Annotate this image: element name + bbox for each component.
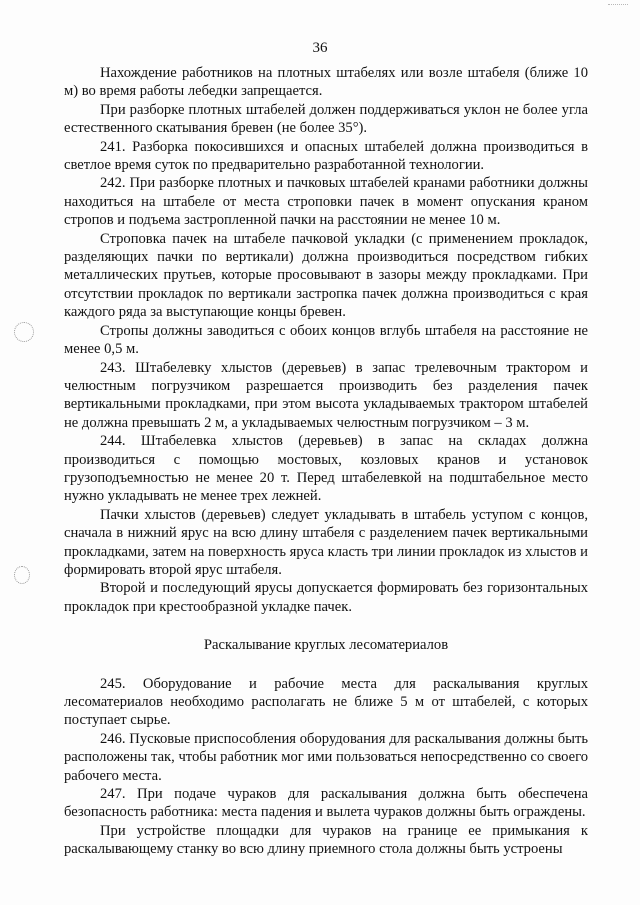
paragraph: 244. Штабелевка хлыстов (деревьев) в запас на складах должна производиться с помощью мостовых, козловых кранов и установок грузоподъемностью не менее 20 т. Перед штабелевкой на подштабельное место нужно укладывать не менее трех лежней. — [64, 433, 588, 505]
paragraph: Нахождение работников на плотных штабелях или возле штабеля (ближе 10 м) во время работы лебедки запрещается. — [64, 65, 588, 100]
paragraph: Второй и последующий ярусы допускается формировать без горизонтальных прокладок при крестообразной укладке пачек. — [64, 580, 588, 615]
paragraph: При устройстве площадки для чураков на границе ее примыкания к раскалывающему станку во всю длину приемного стола должны быть устроены — [64, 822, 588, 858]
paragraph: Пачки хлыстов (деревьев) следует укладывать в штабель уступом с концов, сначала в нижний ярус на всю длину штабеля с разделением пачек вертикальными прокладками, затем на поверхность яруса класть три линии прокладок из хлыстов и формировать второй ярус штабеля. — [64, 506, 588, 578]
document-body — [64, 64, 588, 859]
binding-hole-mark — [14, 322, 34, 342]
paragraph: 246. Пусковые приспособления оборудования для раскалывания должны быть расположены так, чтобы работник мог ими пользоваться непосредственно со своего рабочего места. — [64, 730, 588, 784]
paragraph: 247. При подаче чураков для раскалывания должна быть обеспечена безопасность работника: места падения и вылета чураков должны быть ограждены. — [64, 786, 588, 821]
paragraph: При разборке плотных штабелей должен поддерживаться уклон не более угла естественного скатывания бревен (не более 35°). — [64, 101, 588, 137]
paragraph: Стропы должны заводиться с обоих концов вглубь штабеля на расстояние не менее 0,5 м. — [64, 322, 588, 358]
section-heading: Раскалывание круглых лесоматериалов — [203, 637, 449, 654]
binding-hole-mark — [14, 566, 30, 584]
paragraph: 242. При разборке плотных и пачковых штабелей кранами работники должны находиться на штабеле от места строповки пачек в момент опускания краном стропов и подъема застропленной пачки на расстоянии не менее 10 м. — [64, 175, 588, 229]
scan-artifact — [608, 4, 628, 7]
paragraph: 241. Разборка покосившихся и опасных штабелей должна производиться в светлое время суток по предварительно разработанной технологии. — [64, 138, 588, 174]
paragraph: 243. Штабелевку хлыстов (деревьев) в запас трелевочным трактором и челюстным погрузчиком разрешается производить без разделения пачек вертикальными прокладками, при этом высота укладываемых трактором штабелей не должна превышать 2 м, а укладываемых челюстным погрузчиком – 3 м. — [64, 359, 588, 431]
page-number: 36 — [312, 40, 328, 56]
paragraph: 245. Оборудование и рабочие места для раскалывания круглых лесоматериалов необходимо располагать не ближе 5 м от штабелей, с которых поступает сырье. — [64, 675, 588, 729]
paragraph: Строповка пачек на штабеле пачковой укладки (с применением прокладок, разделяющих пачки по вертикали) должна производиться посредством гибких металлических прутьев, которые просовывают в зазоры между прокладками. При отсутствии прокладок по вертикали застропка пачек должна производиться с края каждого ряда за выступающие концы бревен. — [64, 230, 588, 321]
